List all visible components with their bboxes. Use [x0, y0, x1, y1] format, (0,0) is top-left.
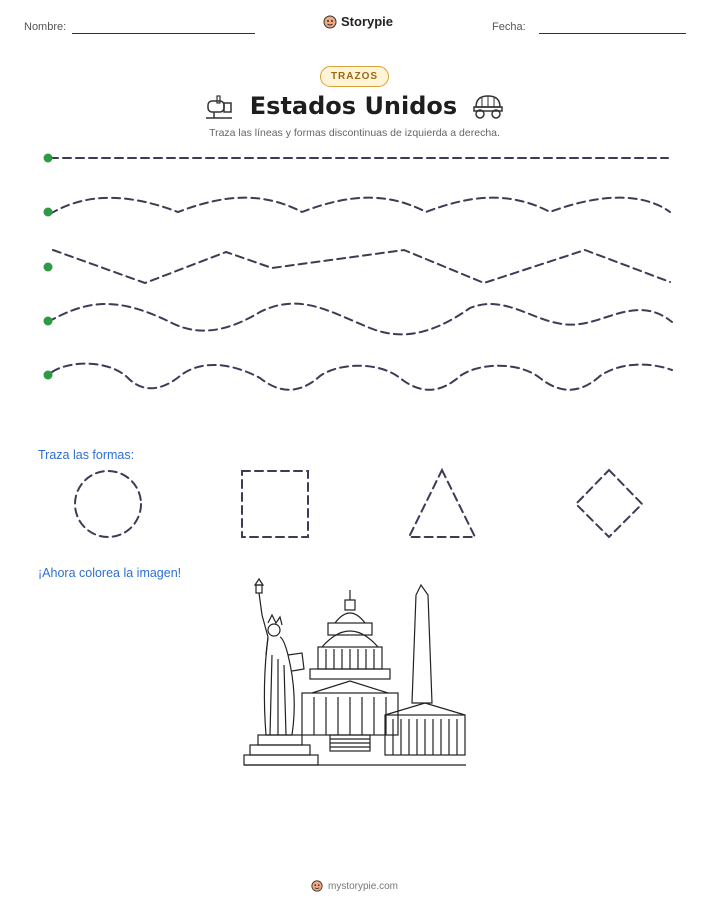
right-building — [385, 703, 465, 755]
date-line[interactable] — [539, 33, 686, 34]
trace-line-wave-2[interactable] — [48, 304, 672, 335]
tracing-lines — [0, 140, 709, 410]
brand-name: Storypie — [341, 14, 394, 29]
statue-of-liberty — [250, 579, 310, 755]
storypie-logo-icon — [311, 880, 323, 892]
start-dot — [44, 371, 53, 380]
washington-monument — [412, 585, 432, 703]
trace-triangle[interactable] — [409, 470, 475, 537]
wagon-icon — [471, 93, 505, 119]
page-title: Estados Unidos — [249, 92, 458, 120]
mailbox-icon — [204, 93, 236, 119]
date-label: Fecha: — [492, 21, 526, 33]
name-line[interactable] — [72, 33, 255, 34]
trace-line-zigzag[interactable] — [53, 250, 670, 283]
brand — [323, 14, 393, 29]
capitol-building — [302, 590, 398, 751]
trace-circle[interactable] — [75, 471, 141, 537]
storypie-logo-icon — [323, 15, 337, 29]
trace-line-wave-3[interactable] — [52, 364, 672, 390]
start-dot — [44, 208, 53, 217]
footer-url[interactable]: mystorypie.com — [327, 880, 398, 892]
start-dot — [44, 263, 53, 272]
tracing-shapes — [0, 460, 709, 550]
start-dot — [44, 154, 53, 163]
name-label: Nombre: — [24, 21, 67, 33]
color-heading: ¡Ahora colorea la imagen! — [38, 566, 182, 580]
trace-line-wave-1[interactable] — [50, 198, 670, 214]
instructions: Traza las líneas y formas discontinuas de izquierda a derecha. — [209, 127, 500, 139]
category-badge: TRAZOS — [320, 66, 389, 87]
footer — [311, 880, 398, 892]
trace-diamond[interactable] — [576, 470, 642, 537]
shapes-heading: Traza las formas: — [38, 448, 135, 462]
trace-square[interactable] — [242, 471, 308, 537]
start-dot — [44, 317, 53, 326]
landmarks-coloring-image[interactable] — [240, 575, 470, 770]
